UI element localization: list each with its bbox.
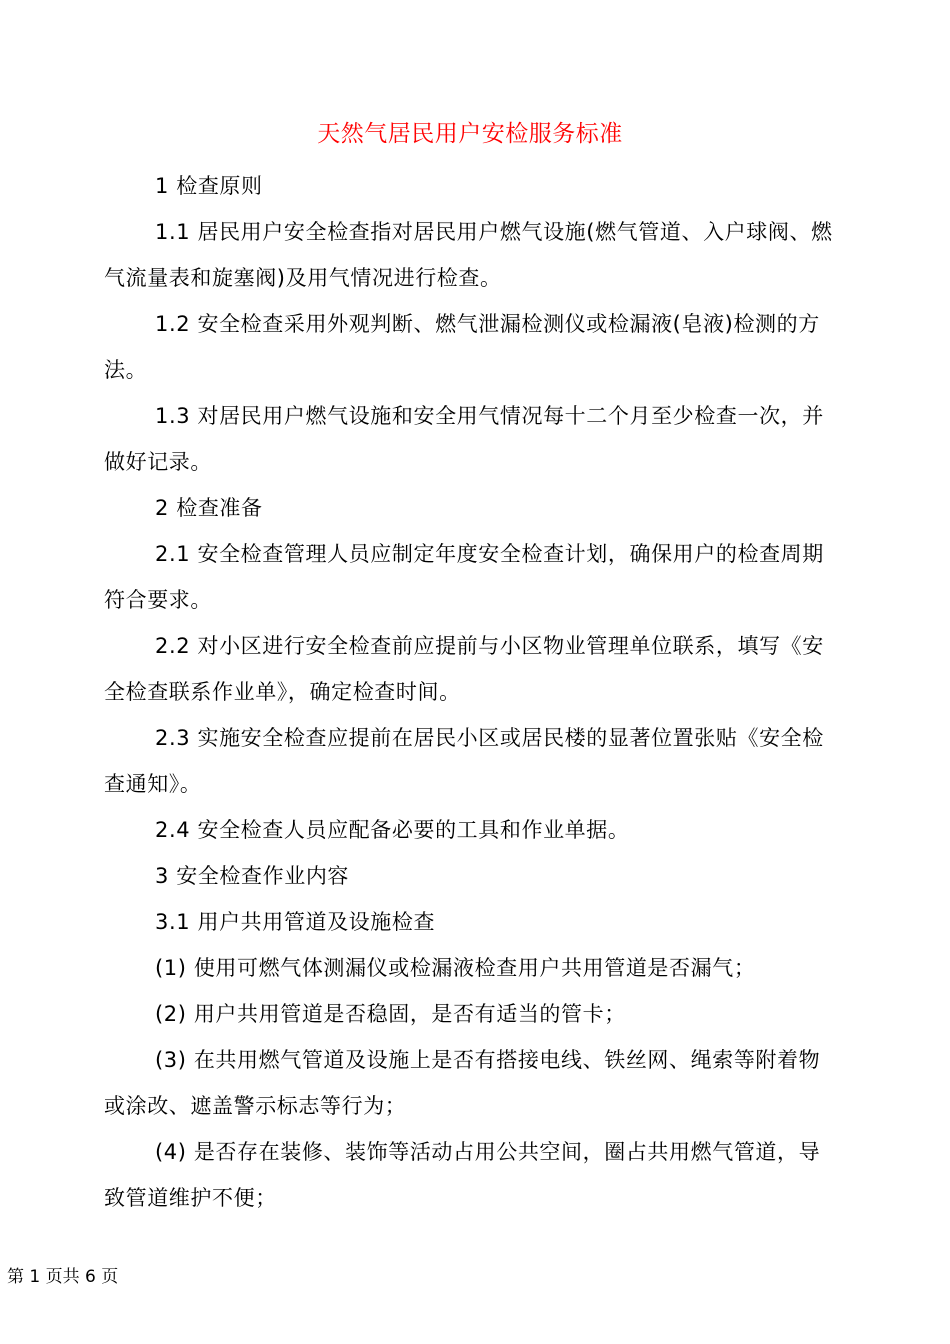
- paragraph: 2 检查准备: [155, 496, 263, 520]
- paragraph: 1.2 安全检查采用外观判断、燃气泄漏检测仪或检漏液(皂液)检测的方法。: [104, 312, 820, 382]
- paragraph: 1.3 对居民用户燃气设施和安全用气情况每十二个月至少检查一次，并做好记录。: [104, 404, 824, 474]
- document-body: [104, 163, 840, 1221]
- page-footer: 第 1 页共 6 页: [7, 1267, 119, 1287]
- paragraph: 3 安全检查作业内容: [155, 864, 350, 888]
- document-title: 天然气居民用户安检服务标准: [317, 121, 623, 147]
- paragraph: 2.4 安全检查人员应配备必要的工具和作业单据。: [155, 818, 630, 842]
- paragraph: 3.1 用户共用管道及设施检查: [155, 910, 436, 934]
- paragraph: (4) 是否存在装修、装饰等活动占用公共空间，圈占共用燃气管道，导致管道维护不便；: [104, 1140, 821, 1210]
- paragraph: 2.3 实施安全检查应提前在居民小区或居民楼的显著位置张贴《安全检查通知》。: [104, 726, 824, 796]
- paragraph: (1) 使用可燃气体测漏仪或检漏液检查用户共用管道是否漏气；: [155, 956, 756, 980]
- paragraph: 2.1 安全检查管理人员应制定年度安全检查计划，确保用户的检查周期符合要求。: [104, 542, 824, 612]
- paragraph: 1 检查原则: [155, 174, 263, 198]
- paragraph: (3) 在共用燃气管道及设施上是否有搭接电线、铁丝网、绳索等附着物或涂改、遮盖警示标志等行为；: [104, 1048, 821, 1118]
- paragraph: 1.1 居民用户安全检查指对居民用户燃气设施(燃气管道、入户球阀、燃气流量表和旋塞阀)及用气情况进行检查。: [104, 220, 833, 290]
- paragraph: 2.2 对小区进行安全检查前应提前与小区物业管理单位联系，填写《安全检查联系作业单》，确定检查时间。: [104, 634, 824, 704]
- paragraph: (2) 用户共用管道是否稳固，是否有适当的管卡；: [155, 1002, 626, 1026]
